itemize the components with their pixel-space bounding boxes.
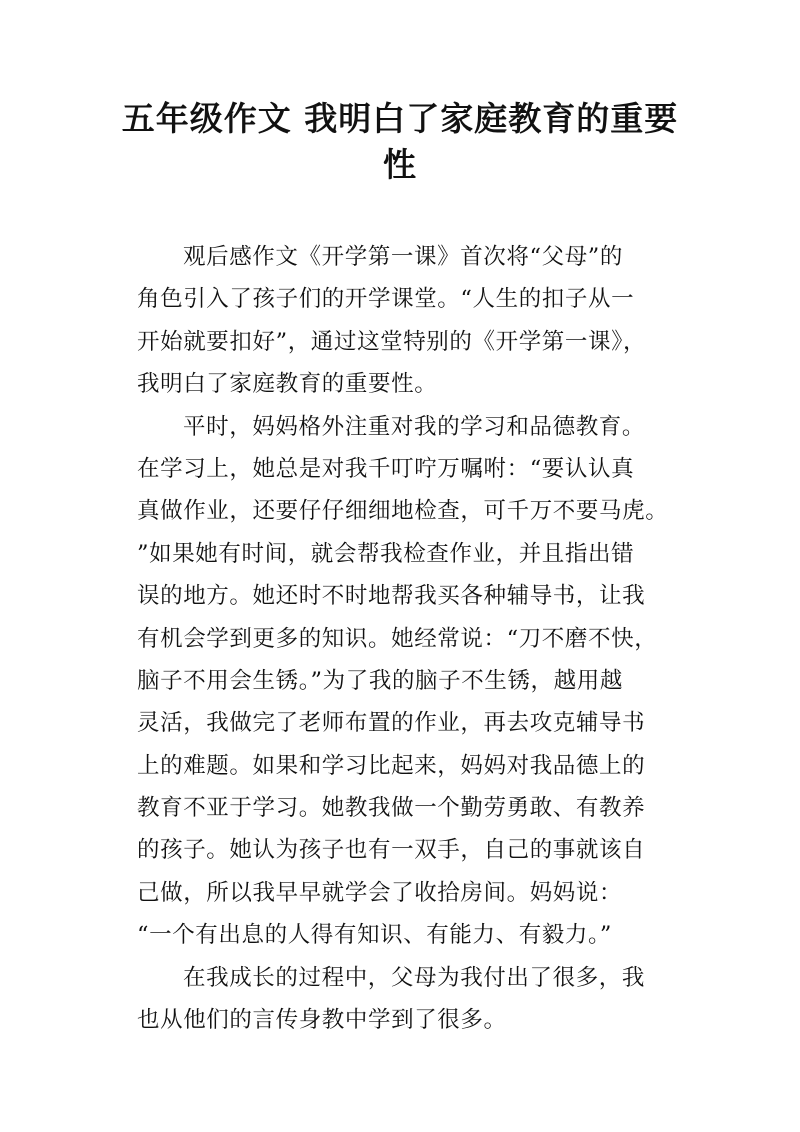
paragraph-2-line-13: “一个有出息的人得有知识、有能力、有毅力。” (137, 922, 612, 949)
paragraph-2-line-11: 的孩子。她认为孩子也有一双手，自己的事就该自 (137, 837, 646, 864)
paragraph-1-line-2: 角色引入了孩子们的开学课堂。“人生的扣子从一 (137, 286, 635, 313)
paragraph-2-line-6: 有机会学到更多的知识。她经常说：“刀不磨不快， (137, 625, 658, 652)
paragraph-2-line-5: 误的地方。她还时不时地帮我买各种辅导书，让我 (137, 583, 646, 610)
paragraph-2-line-10: 教育不亚于学习。她教我做一个勤劳勇敢、有教养 (137, 795, 646, 822)
document-body (137, 236, 682, 1041)
paragraph-2-line-1: 平时，妈妈格外注重对我的学习和品德教育。 (183, 413, 646, 440)
paragraph-2-line-9: 上的难题。如果和学习比起来，妈妈对我品德上的 (137, 752, 646, 779)
paragraph-2-line-2: 在学习上，她总是对我千叮咛万嘱咐：“要认认真 (137, 455, 635, 482)
document-title: 五年级作文 我明白了家庭教育的重要性 (121, 99, 679, 184)
paragraph-2-line-4: ”如果她有时间，就会帮我检查作业，并且指出错 (137, 540, 635, 567)
paragraph-1-line-1: 观后感作文《开学第一课》首次将“父母”的 (183, 244, 624, 270)
paragraph-2-line-7: 脑子不用会生锈。”为了我的脑子不生锈，越用越 (137, 667, 623, 694)
paragraph-2-line-8: 灵活，我做完了老师布置的作业，再去攻克辅导书 (137, 710, 646, 737)
paragraph-2-line-12: 己做，所以我早早就学会了收拾房间。妈妈说： (137, 879, 623, 906)
paragraph-2-line-3: 真做作业，还要仔仔细细地检查，可千万不要马虎。 (137, 498, 669, 525)
paragraph-1-line-4: 我明白了家庭教育的重要性。 (137, 371, 438, 398)
paragraph-3-line-1: 在我成长的过程中，父母为我付出了很多，我 (183, 964, 646, 991)
paragraph-3-line-2: 也从他们的言传身教中学到了很多。 (137, 1007, 507, 1034)
paragraph-1-line-3: 开始就要扣好”，通过这堂特别的《开学第一课》， (137, 328, 647, 355)
